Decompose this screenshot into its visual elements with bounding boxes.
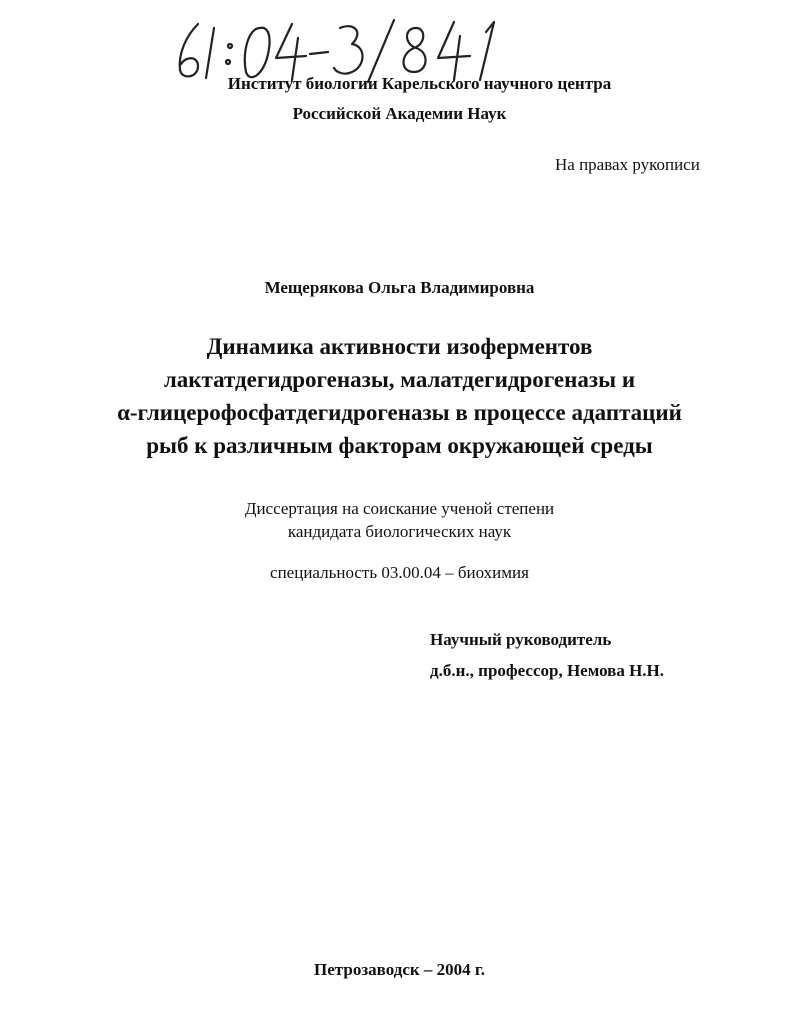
institute-name-line2: Российской Академии Наук bbox=[292, 104, 507, 123]
title-line: лактатдегидрогеназы, малатдегидрогеназы и bbox=[163, 367, 636, 392]
institute-name-line1: Институт биологии Карельского научного центра bbox=[227, 74, 612, 93]
manuscript-rights-note: На правах рукописи bbox=[555, 155, 700, 174]
dissertation-title bbox=[0, 330, 799, 462]
degree-line2: кандидата биологических наук bbox=[287, 522, 512, 541]
title-line: Динамика активности изоферментов bbox=[206, 334, 593, 359]
city-year: Петрозаводск – 2004 г. bbox=[314, 960, 485, 979]
specialty: специальность 03.00.04 – биохимия bbox=[270, 563, 529, 582]
author-name: Мещерякова Ольга Владимировна bbox=[264, 278, 535, 297]
title-line: рыб к различным факторам окружающей среды bbox=[146, 433, 653, 458]
supervisor-name: д.б.н., профессор, Немова Н.Н. bbox=[430, 661, 665, 680]
title-line: α-глицерофосфатдегидрогеназы в процессе адаптаций bbox=[117, 400, 682, 425]
supervisor-label: Научный руководитель bbox=[430, 630, 612, 649]
degree-line1: Диссертация на соискание ученой степени bbox=[244, 499, 555, 518]
